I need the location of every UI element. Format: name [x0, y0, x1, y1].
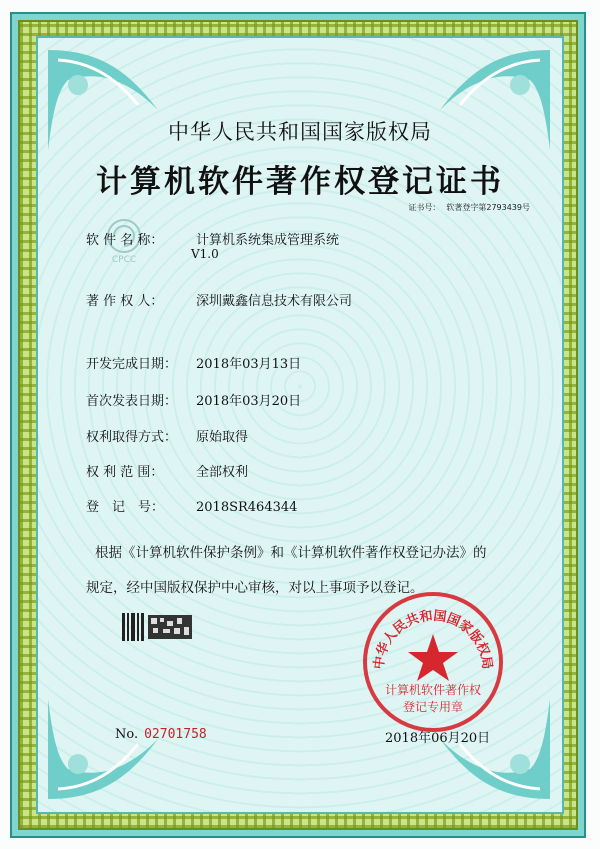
- acquire-row: [86, 426, 248, 445]
- body-text-line1: 根据《计算机软件保护条例》和《计算机软件著作权登记办法》的: [95, 545, 487, 561]
- dev-date-label: 开发完成日期：: [86, 357, 178, 372]
- serial-number: [115, 727, 207, 742]
- pub-date-row: [86, 390, 301, 409]
- cert-no-label: 证书号：: [408, 203, 441, 212]
- issue-date: 2018年06月20日: [385, 731, 491, 746]
- official-seal: [361, 590, 505, 734]
- certificate-number: [402, 202, 530, 213]
- cpcc-logo-text: CPCC: [111, 255, 137, 264]
- cert-no-value: 软著登字第2793439号: [446, 203, 530, 212]
- dev-date-row: [86, 353, 301, 372]
- owner-row: [86, 290, 352, 309]
- scope-label: 权 利 范 围：: [86, 465, 164, 480]
- software-name-label: 软 件 名 称：: [86, 233, 164, 248]
- corner-ornament-icon: [38, 689, 178, 809]
- reg-no-label: 登 记 号：: [86, 500, 165, 515]
- issuer-title: 中华人民共和国国家版权局: [168, 120, 432, 144]
- pub-date-label: 首次发表日期：: [86, 394, 178, 409]
- pub-date-value: 2018年03月20日: [196, 394, 302, 409]
- barcode-icon: [122, 613, 196, 641]
- certificate-title: 计算机软件著作权登记证书: [96, 164, 504, 200]
- seal-line1: 计算机软件著作权: [384, 683, 482, 697]
- acquire-label: 权利取得方式：: [86, 430, 178, 445]
- no-value: 02701758: [144, 727, 207, 742]
- scope-row: [86, 461, 248, 480]
- software-name-value: 计算机系统集成管理系统: [196, 233, 340, 248]
- body-text-line2: 规定，经中国版权保护中心审核，对以上事项予以登记。: [86, 580, 424, 596]
- acquire-value: 原始取得: [196, 430, 249, 445]
- seal-ring-text: 中华人民共和国国家版权局: [371, 608, 495, 671]
- owner-value: 深圳戴鑫信息技术有限公司: [196, 294, 353, 309]
- owner-label: 著 作 权 人：: [86, 294, 164, 309]
- software-version: V1.0: [191, 247, 219, 261]
- reg-no-value: 2018SR464344: [196, 500, 298, 515]
- reg-no-row: [86, 496, 297, 515]
- scope-value: 全部权利: [196, 465, 249, 480]
- no-label: No.: [115, 727, 139, 742]
- dev-date-value: 2018年03月13日: [196, 357, 302, 372]
- seal-star-icon: [408, 634, 458, 681]
- seal-line2: 登记专用章: [402, 700, 464, 714]
